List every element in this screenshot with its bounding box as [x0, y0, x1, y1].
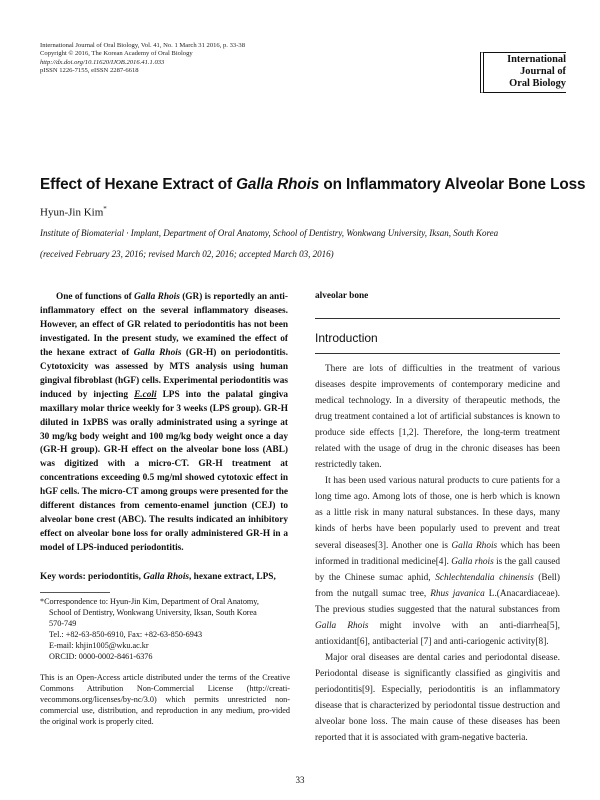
copyright-line: Copyright © 2016, The Korean Academy of Oral Biology [40, 50, 193, 58]
intro-species: Galla Rhois [451, 540, 498, 551]
correspondence-note [40, 596, 290, 663]
intro-text: might involve with an anti-diarrhea[5], antioxidant[6], antibacterial [7] and anti-cariogenic activity[8]. [315, 620, 560, 647]
keywords-rest: , hexane extract, LPS, [189, 572, 276, 582]
abstract-species-2: Galla Rhois [133, 347, 182, 358]
abstract-species-1: Galla Rhois [134, 292, 180, 302]
affiliation: Institute of Biomaterial · Implant, Department of Oral Anatomy, School of Dentistry, Wonkwang University, Iksan, South Korea [40, 228, 499, 238]
article-dates: (received February 23, 2016; revised March 02, 2016; accepted March 03, 2016) [40, 249, 334, 259]
section-rule-top [315, 318, 560, 319]
intro-text: is the gall caused by the Chinese sumac aphid, [315, 556, 560, 583]
intro-species: Galla Rhois [315, 620, 369, 631]
keywords [40, 571, 288, 585]
intro-text: L.(Anacardiaceae). The previous studies suggested that the natural substances from [315, 588, 560, 615]
correspondence-line: 570-749 [49, 619, 77, 629]
section-heading-introduction: Introduction [315, 331, 378, 345]
intro-species: Schlechtendalia chinensis [435, 572, 534, 583]
intro-species: Galla rhois [451, 556, 494, 567]
author-mark: * [103, 205, 107, 213]
correspondence-orcid: ORCID: 0000-0002-8461-6376 [49, 652, 153, 662]
abstract-text-4: LPS into the palatal gingiva maxillary molar thrice weekly for 3 weeks (LPS group). GR-H diluted in 1xPBS was orally administrated using a syringe at 30 mg/kg body weight and 100 mg/kg body weight once a day (GR-H group). GR-H effect on the alveolar bone loss (ABL) was digitized with a micro-CT. GR-H treatment at concentrations exceeding 0.5 mg/ml showed cytotoxic effect in hGF cells. The micro-CT among groups were presented for the different distances from cemento-enamel junction (CEJ) to alveolar bone crest (ABC). The results indicated an inhibitory effect on alveolar bone loss for orally administered GR-H in a model of LPS-induced periodontitis. [40, 389, 288, 554]
article-title [40, 176, 586, 194]
correspondence-line: *Correspondence to: Hyun-Jin Kim, Department of Oral Anatomy, [40, 597, 259, 606]
correspondence-phone: Tel.: +82-63-850-6910, Fax: +82-63-850-6943 [49, 630, 203, 640]
introduction-body [315, 361, 560, 746]
journal-citation: International Journal of Oral Biology, Vol. 41, No. 1 March 31 2016, p. 33-38 [40, 42, 245, 49]
journal-header [40, 42, 245, 76]
abstract [40, 291, 288, 556]
journal-logo-line-1: International [507, 54, 566, 65]
section-rule-bottom [315, 353, 560, 354]
intro-species: Rhus javanica [430, 588, 485, 599]
author-name: Hyun-Jin Kim [40, 206, 104, 219]
title-suffix: on Inflammatory Alveolar Bone Loss [319, 176, 586, 193]
doi-link[interactable]: http://dx.doi.org/10.11620/IJOB.2016.41.1.033 [40, 58, 165, 66]
abstract-ecoli: E.coli [134, 389, 157, 400]
title-species: Galla Rhois [236, 176, 320, 193]
keywords-continued: alveolar bone [315, 291, 369, 301]
abstract-text-1: One of functions of [56, 292, 135, 302]
intro-paragraph-1: There are lots of difficulties in the treatment of various diseases despite improvements of contemporary medicine and medical technology. In a diversity of therapeutic methods, the drug treatment contained a lot of artificial substances is known to produce side effects [1,2]. Therefore, the long-term treatment related with the usage of drug in the chronic diseases has been restrictedly taken. [315, 364, 560, 471]
author-line [40, 205, 107, 219]
intro-text: It has been used various natural products to cure patients for a long time ago. Among lots of those, one is herb which is known as a little risk in many natural substances. In these days, many kinds of herbs have been popularly used to prevent and treat several diseases[3]. Another one is [315, 476, 560, 551]
intro-paragraph-3: Major oral diseases are dental caries and periodontal disease. Periodontal disease is significantly classified as gingivitis and periodontitis[9]. Especially, periodontitis is an inflammatory disease that is characterized by periodontal tissue destruction and alveolar bone loss. The main cause of these diseases has been reported that it is associated with gram-negative bacteria. [315, 652, 560, 744]
intro-text: (Bell) from the nutgall sumac tree, [315, 572, 560, 599]
page-number: 33 [295, 775, 305, 785]
keywords-species: Galla Rhois [143, 572, 190, 582]
footnote-divider [40, 592, 110, 593]
journal-logo [484, 54, 566, 90]
keywords-lead: Key words: periodontitis, [40, 572, 144, 582]
correspondence-email[interactable]: E-mail: khjin1005@wku.ac.kr [49, 641, 149, 651]
title-prefix: Effect of Hexane Extract of [40, 176, 237, 193]
correspondence-line: School of Dentistry, Wonkwang University, Iksan, South Korea [49, 608, 257, 618]
open-access-notice: This is an Open-Access article distributed under the terms of the Creative Commons Attribution Non-Commercial License (http://creati-vecommons.org/licenses/by-nc/3.0) which permits unrestricted non-commercial use, distribution, and reproduction in any medium, pro-vided the original work is properly cited. [40, 673, 290, 727]
intro-paragraph-2 [315, 473, 560, 650]
intro-text: which has been informed in traditional medicine[4]. [315, 540, 560, 567]
journal-logo-line-3: Oral Biology [509, 78, 566, 89]
journal-logo-line-2: Journal of [520, 66, 566, 77]
abstract-text-2: (GR) is reportedly an anti-inflammatory effect on the several inflammatory diseases. However, an effect of GR related to periodontitis has not been investigated. In the present study, we examined the effect of the hexane extract of [40, 292, 288, 358]
abstract-text-3: (GR-H) on periodontitis. Cytotoxicity was assessed by MTS analysis using human gingival fibroblast (hGF) cells. Experimental periodontitis was induced by injecting [40, 347, 288, 400]
issn-line: pISSN 1226-7155, eISSN 2287-6618 [40, 67, 139, 75]
